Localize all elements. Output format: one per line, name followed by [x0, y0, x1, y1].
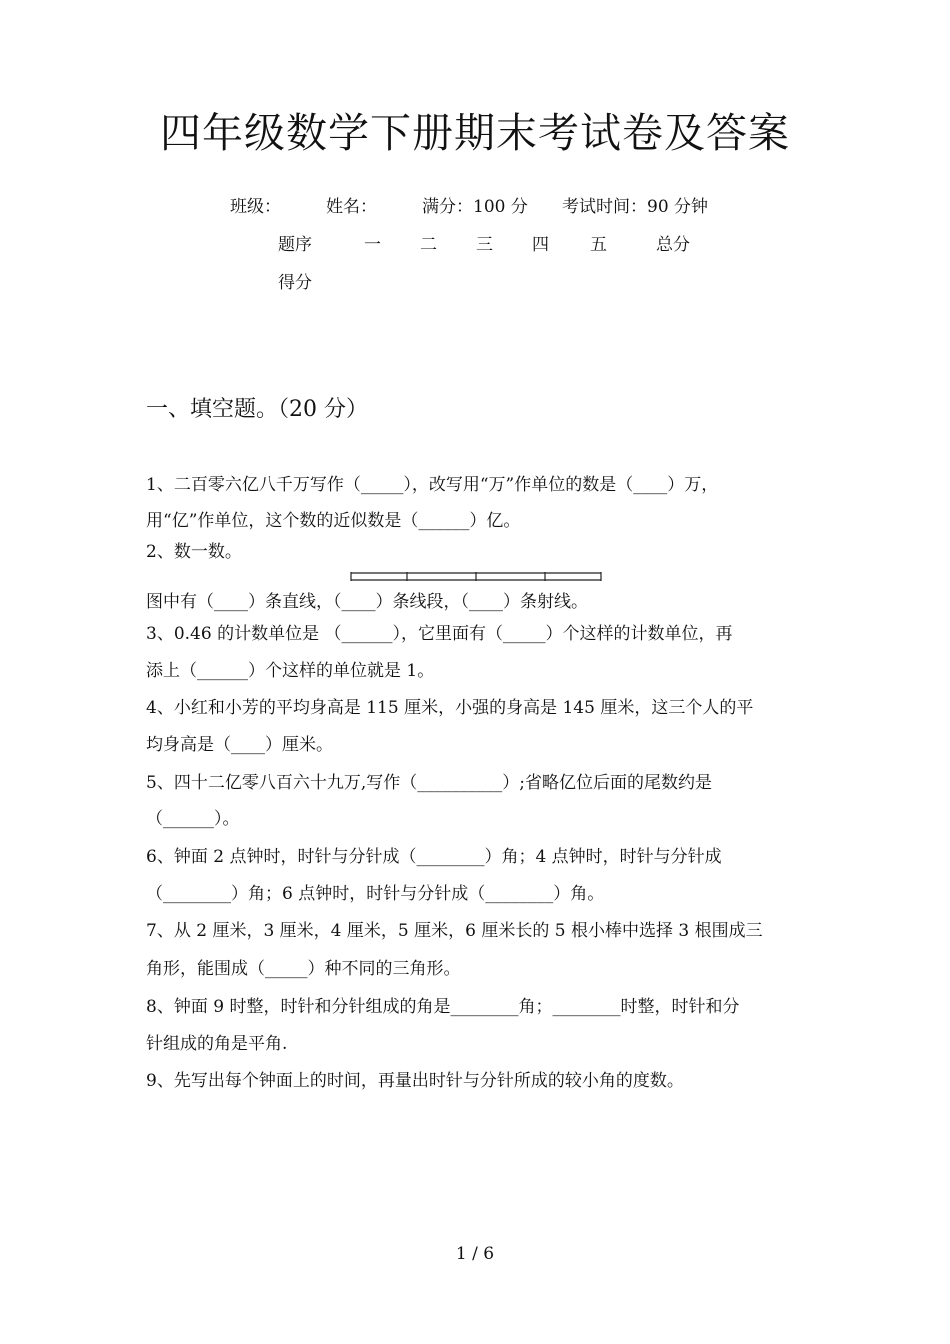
- question-line: 2、数一数。: [146, 542, 242, 562]
- class-label: 班级：: [230, 197, 281, 217]
- question-line: 7、从 2 厘米，3 厘米，4 厘米，5 厘米，6 厘米长的 5 根小棒中选择 3 根围成三: [146, 921, 763, 941]
- question-line: 图中有（____）条直线，（____）条线段，（____）条射线。: [146, 592, 588, 612]
- score-header-cell: 二: [420, 235, 437, 255]
- question-line: 1、二百零六亿八千万写作（_____），改写用“万”作单位的数是（____）万，: [146, 475, 719, 495]
- question-line: 用“亿”作单位，这个数的近似数是（______）亿。: [146, 511, 521, 531]
- question-line: 针组成的角是平角.: [146, 1034, 288, 1054]
- score-header-cell: 一: [364, 235, 381, 255]
- question-line: 5、四十二亿零八百六十九万,写作（__________）;省略亿位后面的尾数约是: [146, 773, 712, 793]
- score-header-cell: 三: [476, 235, 493, 255]
- page-title: 四年级数学下册期末考试卷及答案: [160, 109, 790, 157]
- page-number: 1 / 6: [455, 1244, 495, 1264]
- score-row-label: 得分: [278, 273, 312, 293]
- exam-info: [230, 195, 708, 219]
- section-title: 一、填空题。（20 分）: [146, 397, 368, 422]
- score-table-header: [0, 233, 950, 257]
- name-label: 姓名：: [326, 197, 377, 217]
- question-line: 添上（______）个这样的单位就是 1。: [146, 661, 435, 681]
- score-header-cell: 题序: [278, 235, 312, 255]
- question-line: 均身高是（____）厘米。: [146, 735, 333, 755]
- question-line: 9、先写出每个钟面上的时间，再量出时针与分针所成的较小角的度数。: [146, 1071, 684, 1091]
- question-line: （________）角；6 点钟时，时针与分针成（________）角。: [146, 884, 605, 904]
- question-line: 角形，能围成（_____）种不同的三角形。: [146, 959, 461, 979]
- question-line: 8、钟面 9 时整，时针和分针组成的角是________角；________时整，时针和分: [146, 997, 740, 1017]
- question-line: （______）。: [146, 809, 240, 829]
- question-line: 3、0.46 的计数单位是 （______），它里面有（_____）个这样的计数单位，再: [146, 624, 733, 644]
- line-segment-diagram: [350, 571, 602, 583]
- score-header-cell: 五: [590, 235, 607, 255]
- exam-time: 考试时间：90 分钟: [562, 197, 709, 217]
- question-line: 4、小红和小芳的平均身高是 115 厘米，小强的身高是 145 厘米，这三个人的平: [146, 698, 754, 718]
- score-header-cell: 四: [532, 235, 549, 255]
- full-score: 满分：100 分: [422, 197, 528, 217]
- question-line: 6、钟面 2 点钟时，时针与分针成（________）角；4 点钟时，时针与分针成: [146, 847, 722, 867]
- score-header-cell: 总分: [656, 235, 690, 255]
